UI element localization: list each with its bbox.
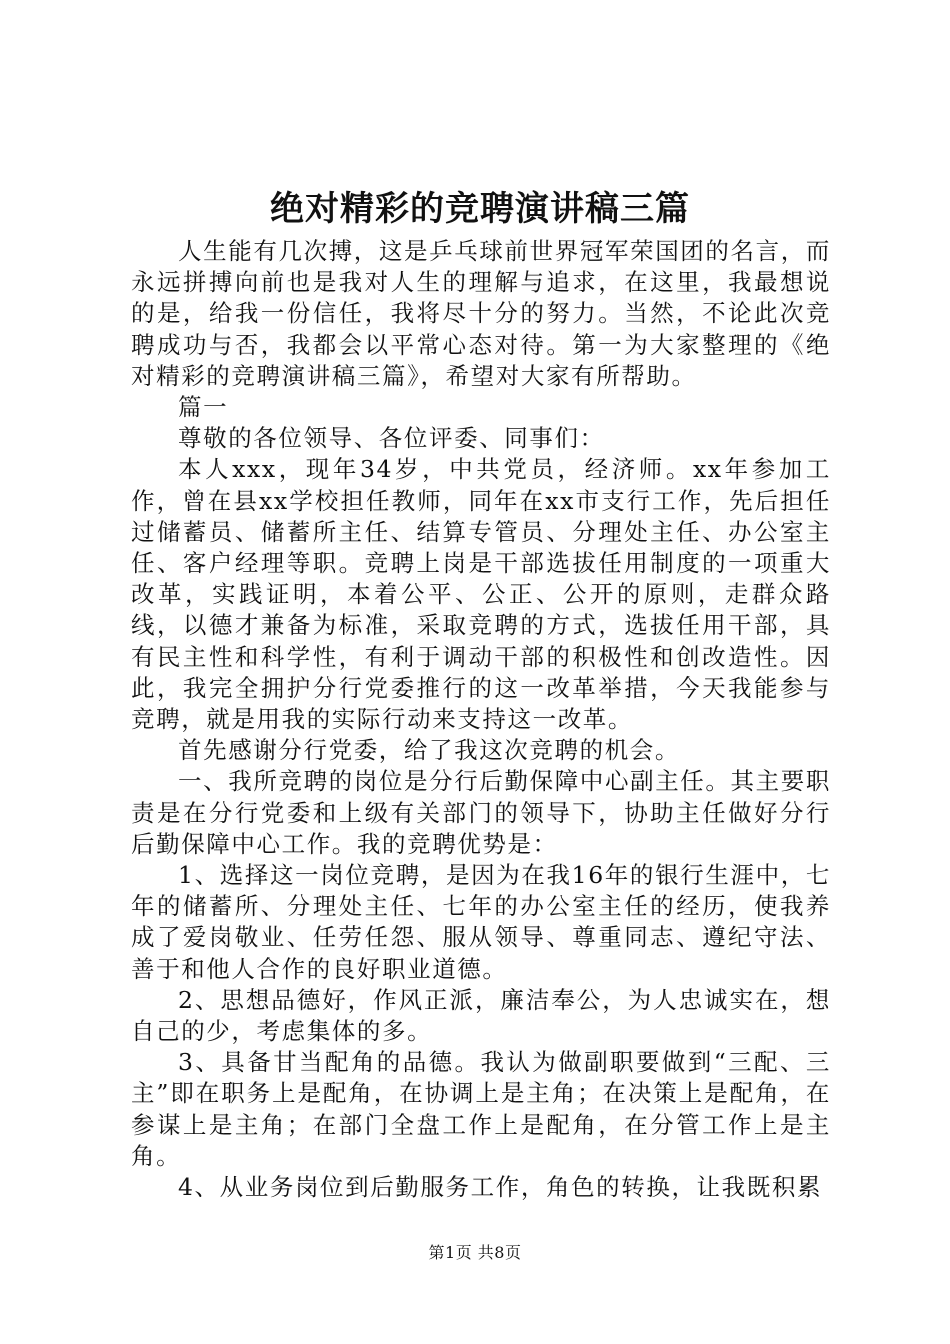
document-body	[131, 236, 831, 1203]
body-paragraph: 首先感谢分行党委，给了我这次竞聘的机会。	[178, 736, 680, 765]
page-footer: 第1页 共8页	[428, 1243, 522, 1262]
salutation: 尊敬的各位领导、各位评委、同事们：	[178, 424, 605, 453]
list-item: 3、具备甘当配角的品德。我认为做副职要做到“三配、三主”即在职务上是配角，在协调上是主角；在决策上是配角，在参谋上是主角；在部门全盘工作上是配角，在分管工作上是主角。	[131, 1048, 831, 1170]
section-heading: 篇一	[178, 393, 229, 422]
list-item: 1、选择这一岗位竞聘，是因为在我16年的银行生涯中，七年的储蓄所、分理处主任、七年的办公室主任的经历，使我养成了爱岗敬业、任劳任怨、服从领导、尊重同志、遵纪守法、善于和他人合作的良好职业道德。	[131, 861, 831, 983]
body-paragraph: 本人xxx，现年34岁，中共党员，经济师。xx年参加工作，曾在县xx学校担任教师，同年在xx市支行工作，先后担任过储蓄员、储蓄所主任、结算专管员、分理处主任、办公室主任、客户经理等职。竞聘上岗是干部选拔任用制度的一项重大改革，实践证明，本着公平、公正、公开的原则，走群众路线，以德才兼备为标准，采取竞聘的方式，选拔任用干部，具有民主性和科学性，有利于调动干部的积极性和创改造性。因此，我完全拥护分行党委推行的这一改革举措，今天我能参与竞聘，就是用我的实际行动来支持这一改革。	[131, 455, 831, 734]
body-paragraph: 一、我所竞聘的岗位是分行后勤保障中心副主任。其主要职责是在分行党委和上级有关部门的领导下，协助主任做好分行后勤保障中心工作。我的竞聘优势是：	[131, 767, 831, 858]
page-title: 绝对精彩的竞聘演讲稿三篇	[270, 189, 690, 229]
list-item: 2、思想品德好，作风正派，廉洁奉公，为人忠诚实在，想自己的少，考虑集体的多。	[131, 985, 831, 1046]
list-item: 4、从业务岗位到后勤服务工作，角色的转换，让我既积累	[178, 1173, 823, 1202]
intro-paragraph: 人生能有几次搏，这是乒乓球前世界冠军荣国团的名言，而永远拼搏向前也是我对人生的理解与追求，在这里，我最想说的是，给我一份信任，我将尽十分的努力。当然，不论此次竞聘成功与否，我都会以平常心态对待。第一为大家整理的《绝对精彩的竞聘演讲稿三篇》，希望对大家有所帮助。	[131, 237, 831, 390]
